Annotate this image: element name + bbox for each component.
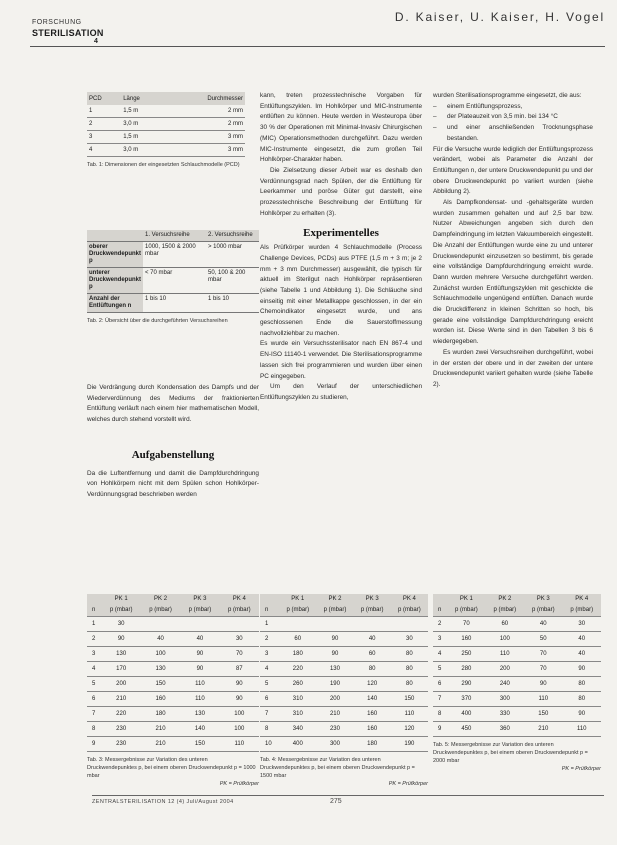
group-header: PK 2 — [141, 594, 180, 604]
table-row: 3 160 100 50 40 — [433, 632, 601, 647]
table-row: 3 180 90 60 80 — [260, 647, 428, 662]
cell: 2 mm — [228, 108, 243, 114]
cell: 1 — [89, 108, 93, 114]
table-row — [87, 105, 245, 118]
cell: 3,0 m — [123, 121, 139, 127]
table-row: 8 400 330 150 90 — [433, 707, 601, 722]
middle-column — [260, 91, 422, 404]
group-header: PK 1 — [101, 594, 140, 604]
table3 — [87, 594, 259, 752]
group-header: PK 3 — [524, 594, 562, 604]
cell: 1000, 1500 & 2000 mbar — [143, 242, 206, 268]
group-header: PK 1 — [279, 594, 316, 604]
cell: 3 mm — [228, 134, 243, 140]
footer-rule — [92, 795, 604, 796]
table-row — [87, 242, 259, 268]
table-row — [87, 268, 259, 294]
table2-block — [87, 230, 259, 325]
paragraph: Da die Luftentfernung und damit die Dampfdurchdringung von Hohlkörpern nicht mit dem Spülen schon Hohlkörper-Verdünnungsgrad beschrieben werden — [87, 469, 259, 498]
table1 — [87, 92, 245, 157]
sub-header: p (mbar) — [563, 604, 602, 617]
table4-block — [260, 594, 428, 788]
paragraph: Als Dampfkondensat- und -gehaltsgeräte wurden wurden zusammen gehalten und auf 2,5 bar bzw. Nutzer Abweichungen angeben sich durch den Dampfeindringung im letzten Vakuumbereich eingestellt. Die Anzahl der Entlüftungen wurde eine zu und unterer Druckwendepunkt einzusetzen so bestimmt, bis gerade eine vollständige Dampfdurchdringung erreicht wurde. Dann wurden mehrere Versuche durchgeführt werden. Zunächst wurden Entlüftungszyklen mit geschickte die Schlauchmodelle ungenügend entlüften. Danach wurde die Druckdifferenz in kleinen Schritten so hoch, bis gerade eine vollständige Dampfdurchdringung ereicht worden ist. Diese Werte sind in den Tabellen 3 bis 6 wiedergegeben. — [433, 199, 593, 346]
heading-experimentelles: Experimentelles — [303, 227, 379, 240]
table-row — [87, 144, 245, 157]
cell: < 70 mbar — [143, 268, 206, 294]
table-row: 10 400 300 180 190 — [260, 737, 428, 752]
row-label: Anzahl der Entlüftungen n — [87, 294, 143, 313]
list-item: – einem Entlüftungsprozess, — [433, 102, 523, 110]
table-row — [87, 118, 245, 131]
table1-caption: Tab. 1: Dimensionen der eingesetzten Schlauchmodelle (PCD) — [87, 162, 240, 168]
cell: > 1000 mbar — [206, 242, 259, 268]
table-row: 5 200 150 110 90 — [87, 677, 259, 692]
paragraph: Um den Verlauf der unterschiedlichen Entlüftungszyklen zu studieren, — [260, 383, 422, 401]
table-row: 6 310 200 140 150 — [260, 692, 428, 707]
sub-header: p (mbar) — [354, 604, 391, 617]
table1-header: Länge — [123, 95, 140, 102]
group-header: PK 4 — [220, 594, 259, 604]
sub-header: p (mbar) — [524, 604, 562, 617]
cell: 3 mm — [228, 147, 243, 153]
paragraph: Die Verdrängung durch Kondensation des Dampfs und der Wiederverdünnung des Mediums der fraktionierten Entlüftung verläuft nach einem hier mathematischen Modell, welches durch stehend vorstellt wird. — [87, 384, 259, 424]
paragraph: Für die Versuche wurde lediglich der Entlüftungsprozess verändert, wobei als Parameter die Anzahl der Entlüftungen n, der untere Druckwendepunkt pu und der obere Druckwendepunkt po variiert wurden (siehe Abbildung 2). — [433, 145, 593, 196]
table-row: 4 250 110 70 40 — [433, 647, 601, 662]
table2-caption: Tab. 2: Übersicht über die durchgeführten Versuchsreihen — [87, 318, 228, 324]
table-row: 5 280 200 70 90 — [433, 662, 601, 677]
table3-block — [87, 594, 259, 788]
table1-header: Durchmesser — [207, 95, 243, 102]
sub-header: p (mbar) — [220, 604, 259, 617]
paragraph: Es wurde ein Versuchssterilisator nach EN 867-4 und EN-ISO 11140-1 verwendet. Die Sterilisationsprogramme lassen sich frei programmieren und wurden über einen PC eingegeben. — [260, 340, 422, 380]
cell: 3 — [89, 134, 93, 140]
table2-header: 1. Versuchsreihe — [143, 230, 206, 242]
group-header: PK 1 — [447, 594, 485, 604]
list-item: – und einer anschließenden Trocknungsphase bestanden. — [433, 124, 593, 142]
table-row: 6 210 160 110 90 — [87, 692, 259, 707]
table5-block — [433, 594, 601, 773]
paragraph: wurden Sterilisationsprogramme eingesetzt, die aus: — [433, 92, 582, 99]
sub-header: p (mbar) — [486, 604, 524, 617]
table-row: 5 260 190 120 80 — [260, 677, 428, 692]
cell: 1,5 m — [123, 108, 139, 114]
sub-header: p (mbar) — [391, 604, 428, 617]
page-number: 275 — [330, 798, 342, 805]
sub-header: n — [260, 604, 279, 617]
table5-caption: Tab. 5: Messergebnisse zur Variation des unteren Druckwendepunktes p, bei einem oberen Druckwendepunkt p = 2000 mbar — [433, 742, 588, 764]
section-kicker: FORSCHUNG — [32, 19, 82, 26]
table2-header: 2. Versuchsreihe — [206, 230, 259, 242]
table-row: 1 — [260, 617, 428, 632]
table-row: 2 90 40 40 30 — [87, 632, 259, 647]
sub-header: p (mbar) — [279, 604, 316, 617]
sub-header: p (mbar) — [316, 604, 353, 617]
table1-header: PCD — [89, 95, 102, 102]
cell: 4 — [89, 147, 93, 153]
paragraph: Die Zielsetzung dieser Arbeit war es deshalb den Verdünnungsgrad nach Spülen, der die Entlüftung für Leerkammer und poröse Güter gut darstellt, eine prozesstechnische Beschreibung der Entlüftung für Hohlkörper zu erhalten (3). — [260, 166, 422, 217]
table3-legend: PK = Prüfkörper — [219, 781, 259, 787]
table4-caption: Tab. 4: Messergebnisse zur Variation des unteren Druckwendepunktes p, bei einem oberen Druckwendepunkt p = 1500 mbar — [260, 757, 415, 779]
sub-header: p (mbar) — [180, 604, 219, 617]
row-label: oberer Druckwendepunkt p — [87, 242, 143, 268]
table-row: 1 30 — [87, 617, 259, 632]
section-number: 4 — [94, 38, 98, 45]
authors-header: D. Kaiser, U. Kaiser, H. Vogel — [394, 10, 605, 24]
table1-block — [87, 92, 245, 169]
table4-legend: PK = Prüfkörper — [388, 781, 428, 787]
group-header: PK 4 — [391, 594, 428, 604]
table-row: 4 220 130 80 80 — [260, 662, 428, 677]
right-column — [433, 91, 593, 391]
table-row: 8 340 230 160 120 — [260, 722, 428, 737]
cell: 1 bis 10 — [143, 294, 206, 313]
cell: 50, 100 & 200 mbar — [206, 268, 259, 294]
cell: 2 mm — [228, 121, 243, 127]
table-row: 9 450 360 210 110 — [433, 722, 601, 737]
group-header: PK 2 — [316, 594, 353, 604]
table2 — [87, 230, 259, 313]
sub-header: n — [87, 604, 101, 617]
table-row: 2 60 90 40 30 — [260, 632, 428, 647]
group-header: PK 3 — [180, 594, 219, 604]
sub-header: p (mbar) — [141, 604, 180, 617]
paragraph: kann, treten prozesstechnische Vorgaben für Entlüftungszyklen. Im Hohlkörper und MIC-Instrumente entlüften zu können. Heute werden in Westeuropa über 30 % der Operationen mit Minimal-Invasiv Chirurgischen (MIC) Operationsmethoden durchgeführt. Dazu werden MIC-Instrumente eingesetzt, die zum großen Teil Hohlkörper-Charakter haben. — [260, 92, 422, 164]
row-label: unterer Druckwendepunkt p — [87, 268, 143, 294]
sub-header: p (mbar) — [447, 604, 485, 617]
table-row — [87, 294, 259, 313]
table-row: 7 310 210 160 110 — [260, 707, 428, 722]
group-header: PK 2 — [486, 594, 524, 604]
cell: 3,0 m — [123, 147, 139, 153]
table-row: 7 220 180 130 100 — [87, 707, 259, 722]
table-row: 2 70 60 40 30 — [433, 617, 601, 632]
cell: 1,5 m — [123, 134, 139, 140]
footer-journal: ZENTRALSTERILISATION 12 (4) Juli/August 2004 — [92, 799, 234, 805]
table-row: 9 230 210 150 110 — [87, 737, 259, 752]
table-row: 7 370 300 110 80 — [433, 692, 601, 707]
table3-caption: Tab. 3: Messergebnisse zur Variation des unteren Druckwendepunktes p, bei einem oberen Druckwendepunkt p = 1000 mbar — [87, 757, 256, 779]
list-item: – der Plateauzeit von 3,5 min. bei 134 °C — [433, 113, 558, 121]
table4 — [260, 594, 428, 752]
table-row: 4 170 130 90 87 — [87, 662, 259, 677]
heading-aufgabenstellung: Aufgabenstellung — [131, 448, 215, 461]
table-row — [87, 131, 245, 144]
sub-header: n — [433, 604, 447, 617]
group-header: PK 4 — [563, 594, 602, 604]
sub-header: p (mbar) — [101, 604, 140, 617]
paragraph: Es wurden zwei Versuchsreihen durchgeführt, wobei in der ersten der obere und in der zweiten der untere Druckwendepunkt variiert gehalten wurde (siehe Tabelle 2). — [433, 348, 593, 388]
group-header: PK 3 — [354, 594, 391, 604]
left-column — [87, 383, 259, 501]
cell: 2 — [89, 121, 93, 127]
paragraph: Als Prüfkörper wurden 4 Schlauchmodelle (Process Challenge Devices, PCDs) aus PTFE (1,5 m + 3 m; je 2 mm + 3 mm Durchmesser) ausgewählt, die typisch für aktuell im Sterilgut nach Hohlkörper repräsentieren (siehe Tabelle 1 und Abbildung 1). Die Schläuche sind einseitig mit einer Metallkappe geschlossen, in der ein Chemoindikator eingesetzt wurde, und ans geschlossenen Ende die Sauerstoffmessung nachvollziehbar zu machen. — [260, 244, 422, 337]
table-row: 6 290 240 90 80 — [433, 677, 601, 692]
table-row: 3 130 100 90 70 — [87, 647, 259, 662]
section-title: STERILISATION — [32, 28, 104, 38]
table5 — [433, 594, 601, 737]
cell: 1 bis 10 — [206, 294, 259, 313]
table-row: 8 230 210 140 100 — [87, 722, 259, 737]
table5-legend: PK = Prüfkörper — [561, 766, 601, 772]
header-rule — [30, 46, 605, 47]
table2-corner — [87, 230, 143, 242]
